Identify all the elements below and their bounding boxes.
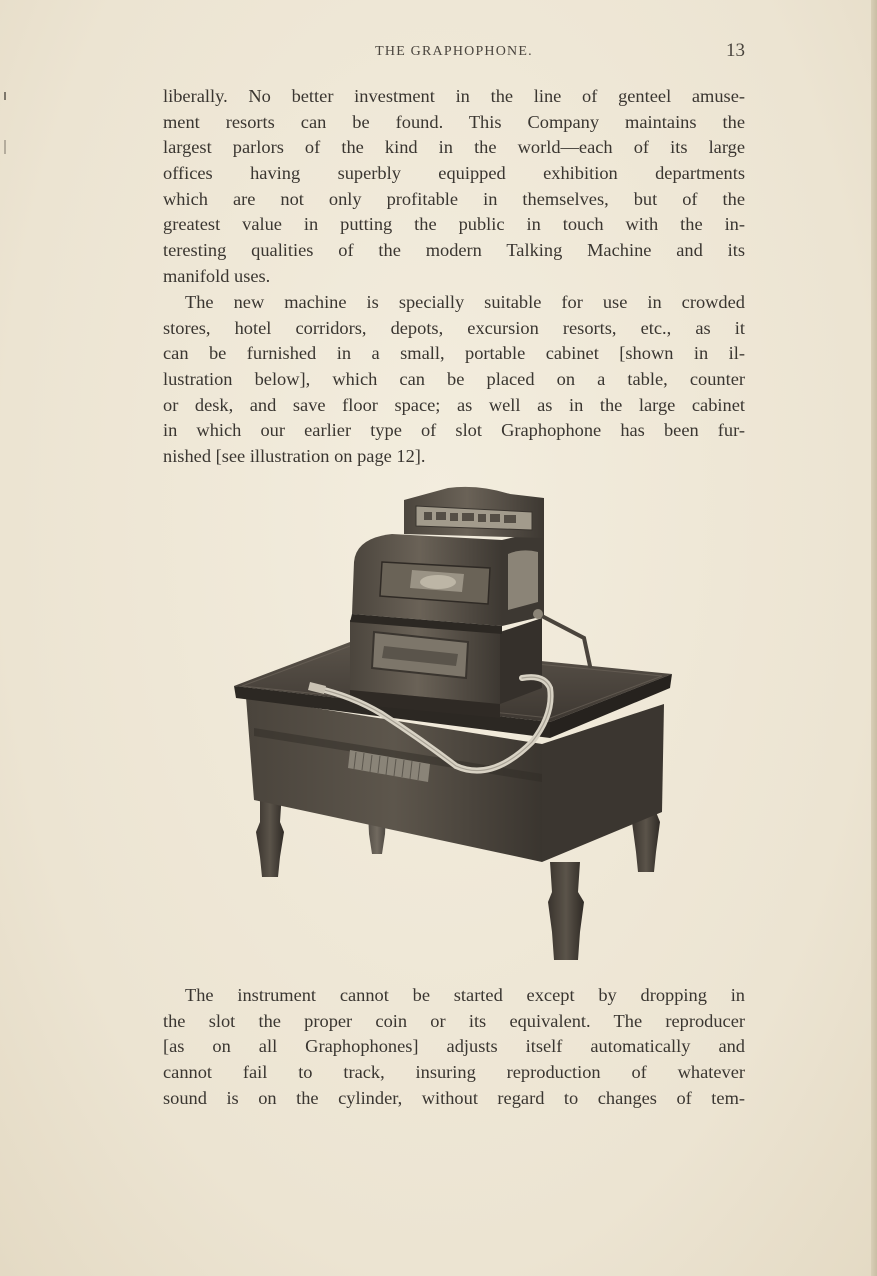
text-line: ment resorts can be found. This Company maintains the — [163, 111, 745, 132]
cabinet-marquee — [404, 487, 544, 538]
text-line: greatest value in putting the public in touch with the in- — [163, 214, 745, 235]
text-line: sound is on the cylinder, without regard to changes of tem- — [163, 1087, 745, 1108]
paragraph-2 — [163, 290, 745, 470]
text-line: teresting qualities of the modern Talking Machine and its — [163, 240, 745, 261]
text-line: the slot the proper coin or its equivalent. The reproducer — [163, 1010, 745, 1031]
text-line: cannot fail to track, insuring reproduction of whatever — [163, 1062, 745, 1083]
margin-mark — [4, 92, 6, 100]
text-line: or desk, and save floor space; as well as in the large cabinet — [163, 394, 745, 415]
margin-mark — [4, 140, 6, 154]
graphophone-illustration — [232, 482, 678, 964]
text-line: offices having superbly equipped exhibition departments — [163, 163, 745, 184]
running-title: THE GRAPHOPHONE. — [375, 44, 533, 59]
text-line: lustration below], which can be placed on a table, counter — [163, 369, 745, 390]
text-line: in which our earlier type of slot Graphophone has been fur- — [163, 420, 745, 441]
text-line: which are not only profitable in themselves, but of the — [163, 188, 745, 209]
text-line: largest parlors of the kind in the world—each of its large — [163, 137, 745, 158]
text-line: [as on all Graphophones] adjusts itself automatically and — [163, 1036, 745, 1057]
cabinet-upper — [350, 530, 544, 634]
text-line: The instrument cannot be started except by dropping in — [185, 985, 745, 1005]
graphophone-cabinet-image — [232, 482, 678, 964]
text-line: The new machine is specially suitable for use in crowded — [185, 292, 745, 312]
page-edge — [871, 0, 877, 1276]
paragraph-1 — [163, 84, 745, 290]
text-line: liberally. No better investment in the line of genteel amuse- — [163, 86, 745, 106]
text-line: can be furnished in a small, portable cabinet [shown in il- — [163, 343, 745, 364]
text-line: nished [see illustration on page 12]. — [163, 446, 426, 467]
text-line: stores, hotel corridors, depots, excursion resorts, etc., as it — [163, 317, 745, 338]
page-number: 13 — [726, 40, 745, 61]
text-line: manifold uses. — [163, 265, 271, 286]
running-head — [163, 40, 745, 66]
paragraph-3 — [163, 983, 745, 1111]
